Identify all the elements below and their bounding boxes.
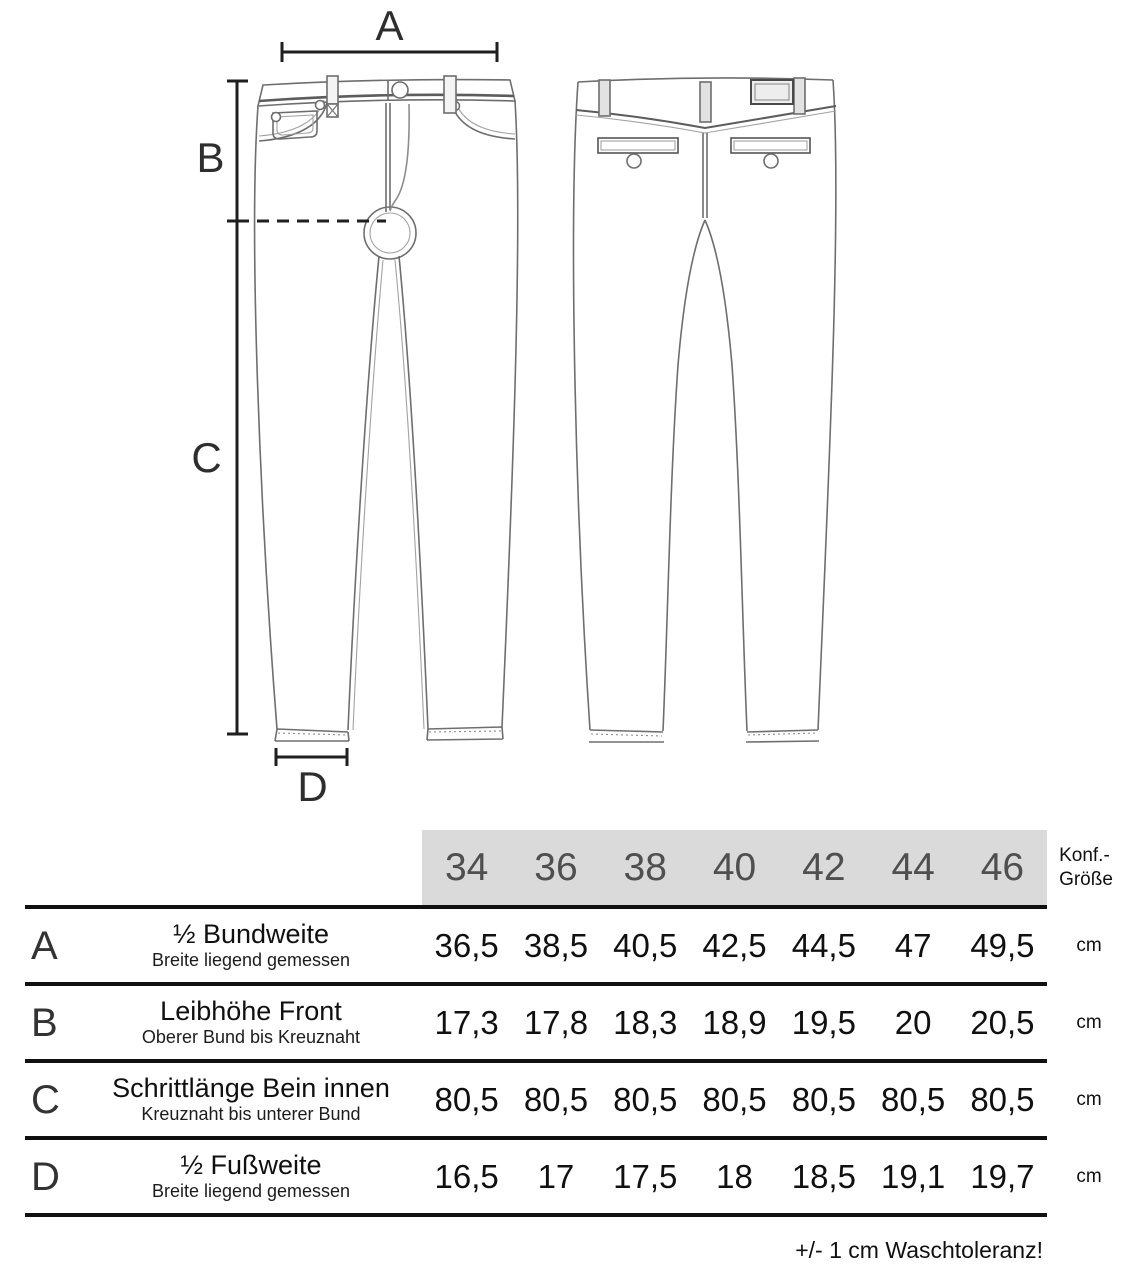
row-label-block	[80, 920, 422, 970]
cell-value: 19,5	[791, 1003, 856, 1041]
cell-value: 47	[894, 926, 932, 964]
measure-label-c: C	[191, 434, 223, 481]
cell-value: 36,5	[434, 926, 499, 964]
rivet	[272, 113, 281, 122]
cell-value: 16,5	[434, 1157, 499, 1195]
size-column-header: 40	[712, 845, 757, 889]
rivet	[316, 101, 325, 110]
size-column-header: 36	[534, 845, 578, 889]
size-column-header: 42	[802, 845, 846, 889]
row-sublabel: Breite liegend gemessen	[151, 949, 351, 970]
cell-value: 80,5	[791, 1080, 856, 1118]
row-letter: B	[31, 1000, 58, 1045]
table-row-b	[25, 986, 1131, 1059]
back-pocket-left	[598, 138, 678, 168]
cell-value: 49,5	[970, 926, 1035, 964]
jeans-front-view	[255, 76, 518, 741]
cell-value: 80,5	[523, 1080, 589, 1118]
row-letter: A	[31, 923, 58, 968]
measure-label-a: A	[375, 2, 405, 49]
cell-value: 18,3	[613, 1003, 678, 1041]
waist-button	[392, 82, 408, 98]
size-column-header: 44	[891, 845, 935, 889]
cell-value: 17,5	[613, 1157, 678, 1195]
row-sublabel: Oberer Bund bis Kreuznaht	[141, 1026, 361, 1047]
wash-tolerance-note: +/- 1 cm Waschtoleranz!	[795, 1237, 1043, 1263]
cell-value: 17,3	[434, 1003, 499, 1041]
cell-value: 40,5	[613, 926, 678, 964]
konf-groesse-label: Konf.- Größe	[1059, 844, 1113, 890]
row-label-block	[80, 997, 422, 1047]
table-row-d	[25, 1140, 1131, 1213]
waist-patch-label	[751, 80, 793, 104]
table-row-a	[25, 909, 1131, 982]
row-sublabel: Breite liegend gemessen	[151, 1180, 351, 1201]
size-column-header: 34	[444, 845, 489, 889]
cell-value: 19,7	[970, 1157, 1035, 1195]
back-pocket-right	[731, 138, 810, 168]
measure-label-d: D	[297, 763, 329, 810]
measurement-lines	[227, 42, 497, 766]
cell-value: 20	[894, 1003, 932, 1041]
cell-value: 18	[716, 1157, 753, 1195]
cell-value: 19,1	[881, 1157, 946, 1195]
cell-value: 44,5	[791, 926, 856, 964]
size-table-header	[25, 830, 1131, 905]
measure-bc-line	[227, 81, 248, 734]
size-column-header: 38	[623, 845, 667, 889]
size-table	[25, 830, 1131, 1217]
row-letter: C	[31, 1077, 60, 1122]
table-row-c	[25, 1063, 1131, 1136]
row-label: Leibhöhe Front	[160, 996, 342, 1027]
cell-value: 80,5	[702, 1080, 767, 1118]
unit-label: cm	[1076, 1011, 1102, 1033]
row-sublabel: Kreuznaht bis unterer Bund	[141, 1103, 361, 1124]
cell-value: 38,5	[523, 926, 589, 964]
cell-value: 18,9	[702, 1003, 767, 1041]
unit-label: cm	[1076, 1165, 1102, 1187]
table-rule	[25, 1213, 1047, 1217]
front-pocket-right	[452, 103, 515, 139]
cell-value: 17,8	[523, 1003, 589, 1041]
row-label: ½ Fußweite	[180, 1150, 322, 1181]
measure-label-b: B	[196, 134, 226, 181]
cell-value: 80,5	[434, 1080, 499, 1118]
cell-value: 20,5	[970, 1003, 1035, 1041]
row-letter: D	[31, 1154, 60, 1199]
size-column-header: 46	[980, 845, 1025, 889]
cell-value: 80,5	[613, 1080, 678, 1118]
jeans-back-view	[574, 78, 836, 742]
unit-label: cm	[1076, 1088, 1102, 1110]
cell-value: 42,5	[702, 926, 767, 964]
row-label: Schrittlänge Bein innen	[112, 1073, 390, 1104]
cell-value: 80,5	[881, 1080, 946, 1118]
row-label-block	[80, 1074, 422, 1124]
cell-value: 18,5	[791, 1157, 856, 1195]
row-label-block	[80, 1151, 422, 1201]
cell-value: 17	[537, 1157, 575, 1195]
unit-label: cm	[1076, 934, 1102, 956]
crotch-seam-oval	[364, 207, 416, 259]
row-label: ½ Bundweite	[172, 919, 330, 950]
cell-value: 80,5	[970, 1080, 1035, 1118]
